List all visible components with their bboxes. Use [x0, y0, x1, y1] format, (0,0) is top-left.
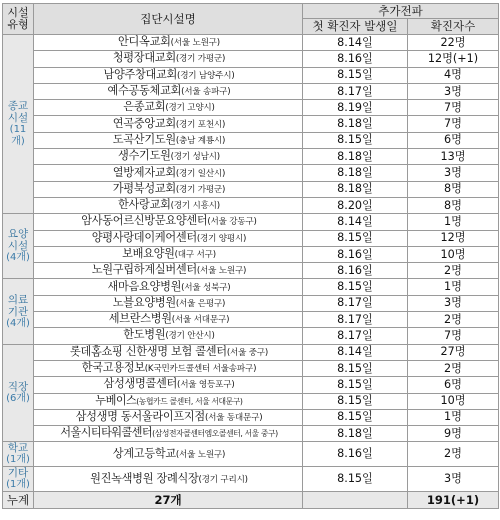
facility-name: 열방제자교회 — [112, 165, 176, 179]
case-count: 12명 — [408, 230, 499, 246]
facility-type-cell — [3, 214, 34, 279]
facility-name: 원진녹색병원 장례식장 — [90, 471, 199, 485]
facility-name-header: 집단시설명 — [34, 4, 303, 35]
facility-type-cell — [3, 442, 34, 467]
facility-name: 가평북성교회 — [112, 181, 176, 195]
facility-name-cell — [34, 51, 303, 67]
facility-type-count: (1개) — [6, 454, 30, 466]
facility-type-cell — [3, 35, 34, 214]
first-case-date: 8.17일 — [303, 328, 408, 344]
table-row — [3, 214, 499, 230]
facility-name-cell — [34, 67, 303, 83]
facility-type-label: 의료기관 — [7, 293, 29, 318]
facility-name: 한국고용정보 — [81, 361, 145, 375]
facility-region: (서울 노원구) — [196, 266, 247, 277]
facility-name: 노블요양병원 — [112, 295, 176, 309]
first-case-date: 8.20일 — [303, 197, 408, 213]
facility-name: 삼성생명 동서울라이프지점 — [75, 409, 205, 423]
facility-name-cell — [34, 181, 303, 197]
table-row — [3, 181, 499, 197]
table-row — [3, 360, 499, 376]
facility-region: (경기 구리시) — [198, 474, 248, 485]
facility-name-cell — [34, 165, 303, 181]
facility-region: (삼성전자콜센터엠오콜센터, 서울 중구) — [152, 429, 278, 439]
facility-type-count: (11개) — [9, 124, 27, 148]
table-row — [3, 165, 499, 181]
table-row — [3, 132, 499, 148]
case-count: 13명 — [408, 149, 499, 165]
facility-name: 청평장대교회 — [112, 51, 176, 65]
facility-name: 도곡산기도원 — [112, 132, 176, 146]
first-case-date: 8.16일 — [303, 51, 408, 67]
facility-name-cell — [34, 360, 303, 376]
facility-region: (경기 포천시) — [175, 119, 226, 130]
case-count: 2명 — [408, 263, 499, 279]
facility-region: (서울 은평구) — [175, 298, 226, 309]
facility-name-cell — [34, 100, 303, 116]
facility-name-cell — [34, 263, 303, 279]
table-row — [3, 377, 499, 393]
table-row — [3, 328, 499, 344]
table-row — [3, 230, 499, 246]
case-count: 10명 — [408, 393, 499, 409]
first-case-date: 8.18일 — [303, 149, 408, 165]
facility-name: 보배요양원 — [122, 247, 175, 260]
facility-region: (충남 계룡시) — [175, 135, 226, 146]
facility-name: 안디옥교회 — [118, 35, 171, 49]
cluster-table-container — [2, 3, 498, 509]
facility-type-header: 시설유형 — [3, 4, 34, 35]
facility-type-label: 학교 — [7, 442, 29, 455]
facility-name-cell — [34, 409, 303, 425]
facility-region: (서울 강동구) — [207, 217, 257, 228]
facility-name-cell — [34, 246, 303, 262]
table-row — [3, 83, 499, 99]
facility-name-cell — [34, 312, 303, 328]
first-case-date: 8.17일 — [303, 295, 408, 311]
facility-type-cell — [3, 344, 34, 442]
table-row — [3, 295, 499, 311]
table-row — [3, 67, 499, 83]
table-row — [3, 344, 499, 360]
facility-type-cell — [3, 467, 34, 492]
facility-name: 암사동어르신방문요양센터 — [81, 214, 208, 228]
facility-type-label: 종교시설 — [7, 100, 29, 125]
facility-name: 한도병원 — [123, 328, 166, 342]
facility-name-cell — [34, 214, 303, 230]
facility-region: (경기 남양주시) — [177, 70, 235, 81]
table-row — [3, 263, 499, 279]
facility-name: 서울시티타워콜센터 — [60, 426, 153, 440]
case-count: 8명 — [408, 197, 499, 213]
first-case-date: 8.19일 — [303, 100, 408, 116]
case-count-header: 확진자수 — [408, 19, 499, 35]
table-row — [3, 426, 499, 442]
case-count: 22명 — [408, 35, 499, 51]
facility-name: 노원구립하계실버센터 — [91, 263, 197, 277]
table-row — [3, 51, 499, 67]
facility-name: 상계고등학교 — [112, 446, 176, 460]
facility-name-cell — [34, 467, 303, 492]
first-case-date: 8.15일 — [303, 230, 408, 246]
facility-region: (대구 서구) — [174, 250, 216, 260]
case-count: 3명 — [408, 165, 499, 181]
facility-name-cell — [34, 116, 303, 132]
facility-name-cell — [34, 149, 303, 165]
case-count: 1명 — [408, 214, 499, 230]
facility-name-cell — [34, 132, 303, 148]
facility-type-cell — [3, 279, 34, 344]
facility-name-cell — [34, 393, 303, 409]
first-case-date: 8.15일 — [303, 360, 408, 376]
facility-region: (서울 중구) — [226, 347, 269, 358]
facility-name: 은종교회 — [123, 100, 166, 114]
case-count: 1명 — [408, 409, 499, 425]
facility-region: (경기 성남시) — [170, 152, 220, 163]
first-case-date: 8.15일 — [303, 409, 408, 425]
facility-region: (농협카드 콜센터, 서울 서대문구) — [136, 396, 243, 406]
facility-name-cell — [34, 442, 303, 467]
facility-type-count: (4개) — [6, 252, 30, 264]
case-count: 3명 — [408, 467, 499, 492]
table-row — [3, 312, 499, 328]
table-row — [3, 100, 499, 116]
case-count: 6명 — [408, 132, 499, 148]
facility-type-label: 직장 — [7, 381, 29, 394]
table-row — [3, 35, 499, 51]
facility-region: (경기 시흥시) — [170, 201, 220, 212]
facility-name-cell — [34, 426, 303, 442]
facility-region: (경기 안산시) — [165, 331, 215, 342]
facility-name-cell — [34, 295, 303, 311]
first-case-date-header: 첫 확진자 발생일 — [303, 19, 408, 35]
case-count: 3명 — [408, 295, 499, 311]
facility-type-count: (1개) — [6, 479, 30, 491]
cluster-facility-table — [2, 3, 499, 509]
case-count: 4명 — [408, 67, 499, 83]
first-case-date: 8.17일 — [303, 312, 408, 328]
case-count: 27명 — [408, 344, 499, 360]
facility-region: (서울 성북구) — [181, 282, 231, 293]
first-case-date: 8.17일 — [303, 83, 408, 99]
facility-name: 연곡중앙교회 — [112, 116, 176, 130]
table-row — [3, 393, 499, 409]
facility-name: 누베이스 — [95, 393, 137, 407]
facility-name-cell — [34, 279, 303, 295]
case-count: 10명 — [408, 246, 499, 262]
first-case-date: 8.18일 — [303, 116, 408, 132]
facility-type-count: (4개) — [6, 317, 30, 329]
first-case-date: 8.14일 — [303, 35, 408, 51]
first-case-date: 8.15일 — [303, 377, 408, 393]
facility-region: (서울 영등포구) — [177, 380, 235, 391]
case-count: 9명 — [408, 426, 499, 442]
table-row — [3, 467, 499, 492]
facility-region: (경기 일산시) — [175, 168, 226, 179]
case-count: 6명 — [408, 377, 499, 393]
table-row — [3, 442, 499, 467]
facility-name-cell — [34, 344, 303, 360]
facility-region: (서울 노원구) — [175, 449, 226, 460]
facility-region: (경기 고양시) — [165, 103, 215, 114]
case-count: 2명 — [408, 442, 499, 467]
facility-name: 양평사랑데이케어센터 — [91, 230, 197, 244]
case-count: 12명(+1) — [408, 51, 499, 67]
facility-name: 한사랑교회 — [118, 198, 171, 212]
first-case-date: 8.18일 — [303, 181, 408, 197]
facility-name: 새마음요양병원 — [107, 279, 182, 293]
case-count: 8명 — [408, 181, 499, 197]
first-case-date: 8.15일 — [303, 67, 408, 83]
first-case-date: 8.15일 — [303, 467, 408, 492]
first-case-date: 8.16일 — [303, 442, 408, 467]
facility-name-cell — [34, 83, 303, 99]
additional-spread-header: 추가전파 — [303, 4, 499, 19]
facility-name-cell — [34, 230, 303, 246]
first-case-date: 8.16일 — [303, 263, 408, 279]
table-row — [3, 279, 499, 295]
case-count: 7명 — [408, 116, 499, 132]
facility-name: 세브란스병원 — [108, 312, 172, 326]
table-row — [3, 149, 499, 165]
table-row — [3, 116, 499, 132]
facility-region: (서울 동대문구) — [204, 412, 263, 423]
facility-name-cell — [34, 35, 303, 51]
cluster-table-body — [3, 35, 499, 492]
facility-region: (서울 서대문구) — [171, 315, 230, 326]
total-cases: 191(+1) — [408, 492, 499, 509]
case-count: 2명 — [408, 312, 499, 328]
first-case-date: 8.15일 — [303, 279, 408, 295]
case-count: 1명 — [408, 279, 499, 295]
table-row — [3, 409, 499, 425]
first-case-date: 8.18일 — [303, 426, 408, 442]
first-case-date: 8.15일 — [303, 393, 408, 409]
case-count: 7명 — [408, 100, 499, 116]
facility-name-cell — [34, 377, 303, 393]
case-count: 7명 — [408, 328, 499, 344]
facility-name: 삼성생명콜센터 — [103, 377, 178, 391]
facility-name: 생수기도원 — [118, 149, 171, 163]
first-case-date: 8.16일 — [303, 246, 408, 262]
first-case-date: 8.18일 — [303, 165, 408, 181]
first-case-date: 8.14일 — [303, 344, 408, 360]
facility-name-cell — [34, 328, 303, 344]
first-case-date: 8.14일 — [303, 214, 408, 230]
facility-region: (경기 가평군) — [175, 54, 226, 65]
total-label: 누계 — [3, 492, 34, 509]
facility-name-cell — [34, 197, 303, 213]
table-row — [3, 197, 499, 213]
facility-region: (경기 가평군) — [175, 184, 226, 195]
first-case-date: 8.15일 — [303, 132, 408, 148]
facility-region: (서울 송파구) — [181, 87, 231, 98]
table-row — [3, 246, 499, 262]
facility-region: (서울 노원구) — [170, 38, 220, 49]
case-count: 2명 — [408, 360, 499, 376]
total-date-blank — [303, 492, 408, 509]
facility-region: (K국민카드콜센터 서울송파구) — [144, 364, 257, 375]
facility-type-count: (6개) — [6, 393, 30, 405]
facility-name: 롯데홈쇼핑 신한생명 보험 콜센터 — [69, 344, 227, 358]
facility-type-label: 요양시설 — [7, 228, 29, 253]
facility-region: (경기 양평시) — [196, 233, 247, 244]
facility-name: 예수공동체교회 — [107, 84, 182, 98]
facility-name: 남양주창대교회 — [103, 67, 178, 81]
total-facilities: 27개 — [34, 492, 303, 509]
case-count: 3명 — [408, 83, 499, 99]
facility-type-label: 기타 — [7, 467, 29, 480]
